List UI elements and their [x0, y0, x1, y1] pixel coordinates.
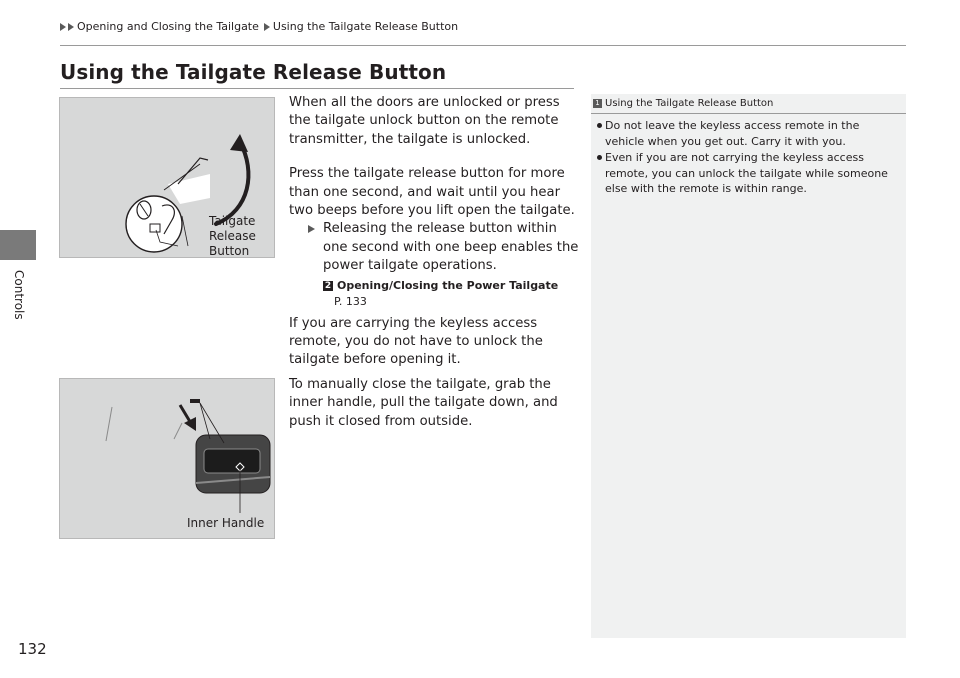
page-title: Using the Tailgate Release Button [60, 60, 447, 84]
paragraph-keyless: If you are carrying the keyless access remote, you do not have to unlock the tailgate before opening it. [289, 315, 543, 368]
list-item: Even if you are not carrying the keyless access remote, you can unlock the tailgate while someone else with the remote is within range. [597, 150, 897, 197]
breadcrumb-arrow-icon [264, 23, 270, 31]
list-item: Do not leave the keyless access remote in the vehicle when you get out. Carry it with you. [597, 118, 897, 149]
notes-heading: 1 Using the Tailgate Release Button [591, 94, 906, 114]
notes-marker-icon: 1 [593, 99, 602, 108]
cross-reference-title[interactable]: Opening/Closing the Power Tailgate [337, 278, 559, 292]
breadcrumb-arrow-icon [68, 23, 74, 31]
page-number: 132 [18, 640, 47, 658]
section-tab-label[interactable]: Controls [12, 270, 26, 320]
body-text [289, 94, 579, 441]
paragraph-release: Press the tailgate release button for more than one second, and wait until you hear two beeps before you lift open the tailgate. [289, 166, 575, 219]
breadcrumb [60, 20, 458, 33]
paragraph-manual-close: To manually close the tailgate, grab the inner handle, pull the tailgate down, and push it closed from outside. [289, 376, 558, 429]
bullet-icon [597, 123, 602, 128]
note-arrow-icon [308, 225, 315, 233]
breadcrumb-item-opening-closing[interactable]: Opening and Closing the Tailgate [77, 20, 259, 33]
cross-reference-page[interactable]: P. 133 [334, 294, 367, 308]
breadcrumb-item-release-button[interactable]: Using the Tailgate Release Button [272, 20, 459, 33]
header-divider [60, 45, 906, 46]
power-tailgate-note: Releasing the release button within one second with one beep enables the power tailgate operations. [289, 220, 579, 275]
tailgate-release-button-label: Tailgate Release Button [209, 214, 256, 258]
breadcrumb-arrow-icon [60, 23, 66, 31]
inner-handle-illustration [60, 379, 275, 539]
paragraph-unlock: When all the doors are unlocked or press the tailgate unlock button on the remote transmitter, the tailgate is unlocked. [289, 95, 560, 147]
cross-reference-link[interactable] [289, 278, 579, 294]
title-divider [60, 88, 574, 89]
cross-reference-icon: 2 [324, 280, 332, 291]
notes-list [597, 118, 897, 198]
section-tab-marker [0, 230, 36, 260]
bullet-icon [597, 155, 602, 160]
inner-handle-label: Inner Handle [187, 516, 265, 530]
notes-sidebar [591, 94, 906, 638]
tailgate-release-button-figure [59, 97, 275, 258]
inner-handle-figure [59, 378, 275, 539]
